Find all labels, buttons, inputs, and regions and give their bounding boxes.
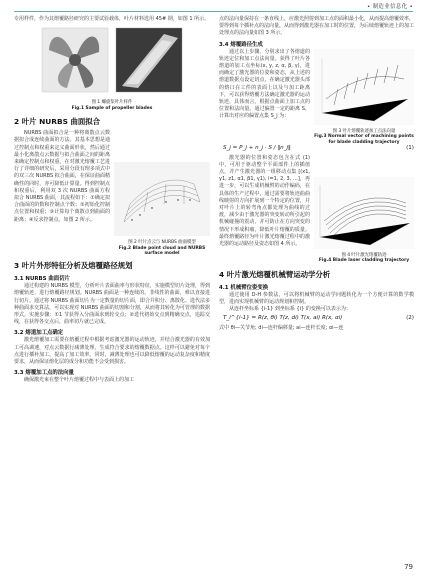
section-4-1-paragraph-b: 从连杆坐标系 {i-1} 到坐标系 {i} 的变换可以表示为：	[229, 306, 351, 313]
figure-4-caption-cn: 图 4 叶片激光熔覆轨迹	[341, 252, 387, 258]
figure-2-image	[114, 162, 210, 236]
figure-3-caption-en: Fig.3 Normal vector of machining points for blade cladding trajectory	[314, 134, 414, 145]
section-3-2-heading: 3.2 熔道加工点确定	[14, 330, 64, 337]
section-4-1-heading: 4.1 机械臂位姿变换	[219, 284, 269, 291]
figure-2-caption-cn: 图 2 叶片点云与 NURBS 曲面模型	[128, 240, 196, 246]
section-4-1-paragraph-c: 式中 θi—关节角; di—连杆偏移量; ai—连杆长度; αi—连	[219, 325, 344, 332]
equation-1-body: S_j = P_j + n_j · S / ‖n_j‖	[223, 144, 291, 151]
figure-3-image	[314, 49, 414, 125]
section-3-4-body-b	[219, 154, 414, 264]
figure-4-caption-en: Fig.4 Blade laser cladding trajectory	[318, 258, 410, 264]
equation-2	[219, 313, 414, 325]
page-number: 79	[404, 563, 413, 571]
figure-1	[14, 26, 210, 112]
equation-1	[219, 143, 414, 155]
figure-1-caption-cn: 图 1 螺旋桨叶片样件	[91, 100, 133, 106]
right-column	[219, 16, 414, 332]
section-3-4-paragraph-a: 通过以上步骤，分别求出了各熔道的轨迹定位和加工点法向量。获得了叶片各熔道的加工点坐标(x, y, z, α, β, γ)，进而确定了激光器的位姿和姿态，从上述的熔道数据点设定切点，在确定激光器头部的熔口在工件的表面上以及与加工距离下，可以获得熔覆方法确定激光器的运动轨迹，具体而言，根据点曲面上加工点的位置和法向量。通过偏置一定的距离 S，计算出对应的偏置点集 S_j 为：	[219, 48, 310, 120]
section-2-heading: 2 叶片 NURBS 曲面拟合	[14, 117, 101, 127]
section-3-4-body	[219, 48, 414, 145]
equation-2-number: (2)	[406, 315, 414, 322]
left-column	[14, 16, 210, 384]
header-rule	[14, 11, 413, 12]
figure-2	[114, 162, 210, 257]
section-3-1-paragraph: 通过构建的 NURBS 模型，分析叶片表面曲率与形状特征，实施模型切片处理，得到熔覆轨迹，进行熔覆路径规划。NURBS 曲面是一种连续的、非线性的曲面，难以直接进行切片。通过将 NURBS 曲面切片为一定数量的切片面，即合并积分、离散化、选代法多种曲面求交算法，可以实现对 NURBS 曲面的切割和分割，从而将其转化为可管理的数据形式。实施步骤：①1 节获得入分曲面求到轮交点；②选代初始交点到精确交点，追踪交线，在获得各交点后，曲率切片就已完成。	[14, 283, 210, 326]
figure-1-caption-en: Fig.1 Sample of propeller blades	[71, 105, 153, 111]
section-4-heading: 4 叶片激光熔覆机械臂运动学分析	[219, 269, 331, 279]
section-3-2-paragraph: 激光熔覆加工需要在熔覆过程中根据考虑激光器的运动轨迹，并结合激光器的有效加工可高调速，对点云数据行减薄处理，生成符合要求的熔覆数据点。这样可以避免对每个点进行插补加工，提高了加工效率。同时，减薄处理也可以降低熔覆的运动复杂度和精度要求，从而保证熔化层的成分和功能不会受到损害。	[14, 337, 210, 366]
section-3-4-paragraph-b: 激光器的位置和姿态包含在式 (1) 中，可用于驱动整个平面部件上的插值点，并产生激光器的一组移动点集 [(x1, y1, z1, α1, β1, γ1), i=1, 2, 3, …]，再进一步，可以生成机械臂的动作编码，在具体的生产过程中，通过需要将轨迹曲曲线映射的方向扩展到一个特定的位置，并对叶片上的转弯角点都处理为曲线的过渡，减少由于激光器的突变转动所引起的机械碰撞的震动，并可防止在方向突变的情况下形成积瘤，降低叶片熔覆的质量。最终熔覆路径为叶片激光熔覆过程中的激光器的运动路径及姿态如图 4 所示。	[219, 154, 310, 248]
figure-1-image	[14, 26, 210, 96]
section-4-1-paragraph: 通过使用 D-H 参数法，可以将机械臂的运动学问题转化为一个方便计算的数学模型，进而实现机械臂的运动规划和控制。	[219, 291, 414, 305]
figure-4-image	[314, 177, 414, 249]
section-3-3-paragraph: 确保激光束在整个叶片熔覆过程中与表面上的加工	[24, 377, 135, 384]
left-para-1: 专用样件，作为其熔覆路径研究的主要试验载体，叶片材料选用 45# 钢，如图 1 所示。	[14, 16, 210, 22]
right-para-1: 点的法向量保持在一条直线上，应激光照射到加工点的面积最小化，从而提高熔覆效率，要得到每个插补点的法向量，从而得到激光器在加工时的位置，为后续熔覆轨迹上的加工处理点的法向量如图 3 所示。	[219, 16, 415, 37]
section-3-heading: 3 叶片外形特征分析及熔覆路径规划	[14, 261, 133, 271]
section-3-1-heading: 3.1 NURBS 曲面切片	[14, 276, 70, 283]
equation-2-body: T_i^{i-1} = R(z, θi) T(z, di) T(x, ai) R(x, αi)	[223, 315, 343, 322]
section-3-3-heading: 3.3 熔覆加工点的法向量	[14, 370, 74, 377]
journal-header-tag: • 制造业信息化 •	[367, 4, 413, 10]
figure-3	[314, 49, 414, 145]
section-2-body	[14, 130, 210, 257]
figure-3-caption-cn: 图 3 叶片熔覆轨迹加工点法向量	[332, 128, 396, 134]
section-2-paragraph: NURBS 曲面拟合是一种将离散点云数据拟合成连续曲面的方法。其基本思想是通过控制点和权重来定义曲面形状，然后通过最小化离散点云数据与拟合曲面之间的距离来确定控制点和权重。在对激光熔覆工艺进行了详细的研究后，采用分段有理多项式中的双三次 NURBS 拟合曲面，在保证曲面精确性的同时，亦可降低计算量。得到控制点和权重后，利用双 3 次 NURBS 曲面方程拟合 NURBS 曲面，其流程如下：①确定拟合曲面的阶数和控制点个数；②初始化控制点位置和权重；③计算每个离散点到曲面的距离；④反求控制点。如图 2 所示。	[14, 130, 110, 223]
section-3-4-heading: 3.4 熔覆路径生成	[219, 41, 263, 48]
figure-4	[314, 177, 414, 263]
figure-2-caption-en: Fig.2 Blade point cloud and NURBS surface model	[118, 245, 206, 257]
equation-1-number: (1)	[406, 144, 414, 151]
